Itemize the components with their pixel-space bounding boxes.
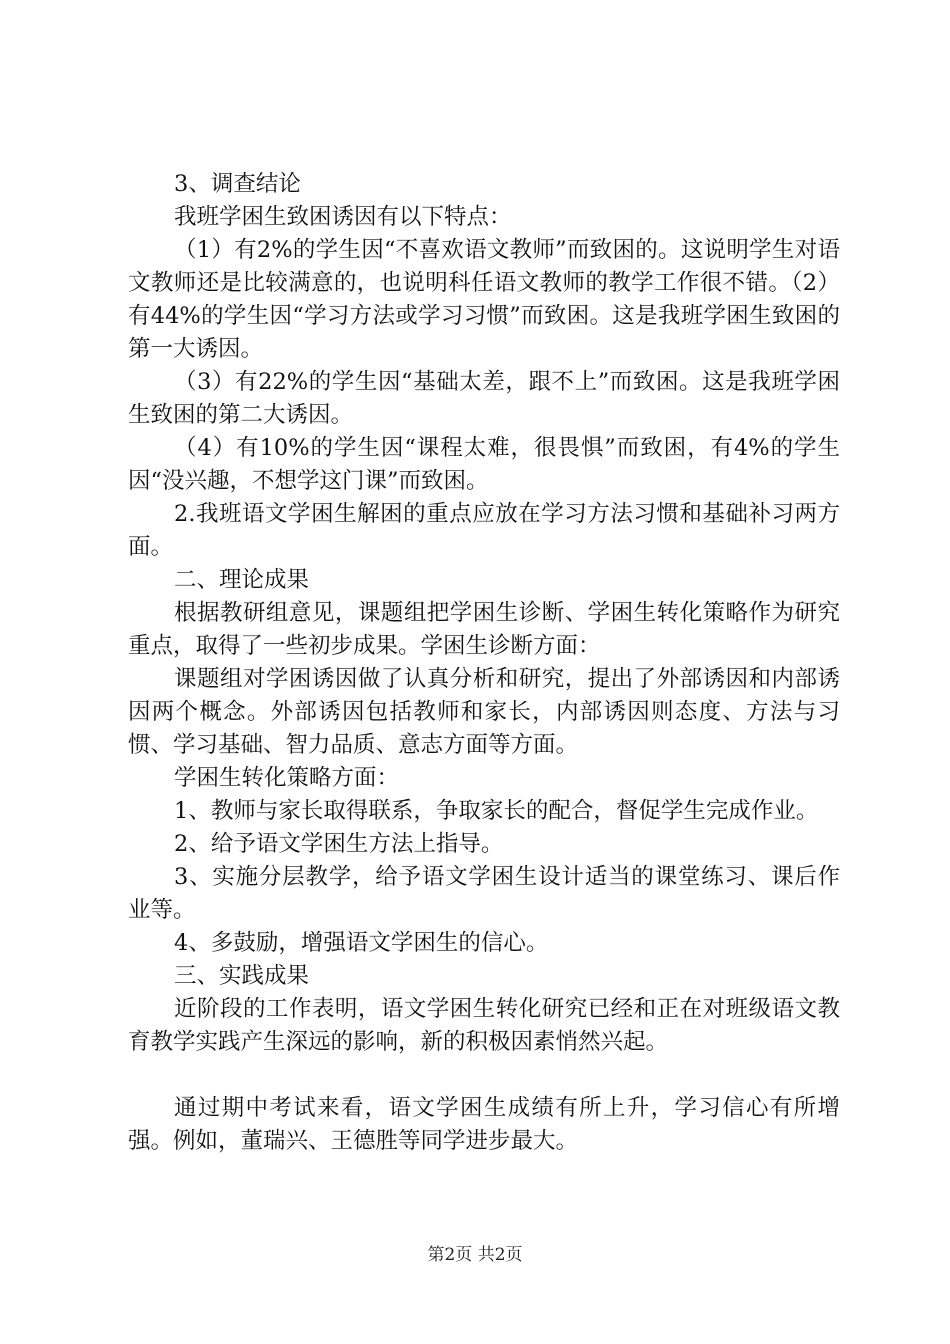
list-item-strategy-4: 4、多鼓励，增强语文学困生的信心。 bbox=[174, 930, 549, 956]
paragraph-finding-1-2: （1）有2%的学生因“不喜欢语文教师”而致困的。这说明学生对语文教师还是比较满意的，也说明科任语文教师的教学工作很不错。（2）有44%的学生因“学习方法或学习习惯”而致困。这是我班学困生致困的第一大诱因。 bbox=[128, 237, 840, 362]
paragraph-finding-4: （4）有10%的学生因“课程太难，很畏惧”而致困，有4%的学生因“没兴趣，不想学这门课”而致困。 bbox=[128, 435, 840, 494]
list-item-strategy-3: 3、实施分层教学，给予语文学困生设计适当的课堂练习、课后作业等。 bbox=[128, 864, 840, 923]
paragraph-focus: 2.我班语文学困生解困的重点应放在学习方法习惯和基础补习两方面。 bbox=[128, 501, 840, 560]
document-body bbox=[128, 168, 840, 1158]
paragraph-finding-3: （3）有22%的学生因“基础太差，跟不上”而致困。这是我班学困生致困的第二大诱因。 bbox=[128, 369, 840, 428]
paragraph-exam-results: 通过期中考试来看，语文学困生成绩有所上升，学习信心有所增强。例如，董瑞兴、王德胜等同学进步最大。 bbox=[128, 1095, 840, 1154]
list-item-strategy-1: 1、教师与家长取得联系，争取家长的配合，督促学生完成作业。 bbox=[174, 798, 819, 824]
paragraph-diagnosis: 课题组对学困诱因做了认真分析和研究，提出了外部诱因和内部诱因两个概念。外部诱因包括教师和家长，内部诱因则态度、方法与习惯、学习基础、智力品质、意志方面等方面。 bbox=[128, 666, 840, 758]
section-heading-practice: 三、实践成果 bbox=[174, 963, 310, 989]
paragraph-practice-intro: 近阶段的工作表明，语文学困生转化研究已经和正在对班级语文教育教学实践产生深远的影响，新的积极因素悄然兴起。 bbox=[128, 996, 840, 1055]
paragraph-theory-intro: 根据教研组意见，课题组把学困生诊断、学困生转化策略作为研究重点，取得了一些初步成果。学困生诊断方面： bbox=[128, 600, 840, 659]
list-item-strategy-2: 2、给予语文学困生方法上指导。 bbox=[174, 831, 504, 857]
section-heading-theory: 二、理论成果 bbox=[174, 567, 310, 593]
paragraph-features-intro: 我班学困生致困诱因有以下特点： bbox=[174, 204, 512, 230]
page-footer: 第2页 共2页 bbox=[427, 1245, 523, 1265]
section-heading-survey-conclusion: 3、调查结论 bbox=[174, 171, 301, 197]
paragraph-strategy-heading: 学困生转化策略方面： bbox=[174, 765, 400, 791]
